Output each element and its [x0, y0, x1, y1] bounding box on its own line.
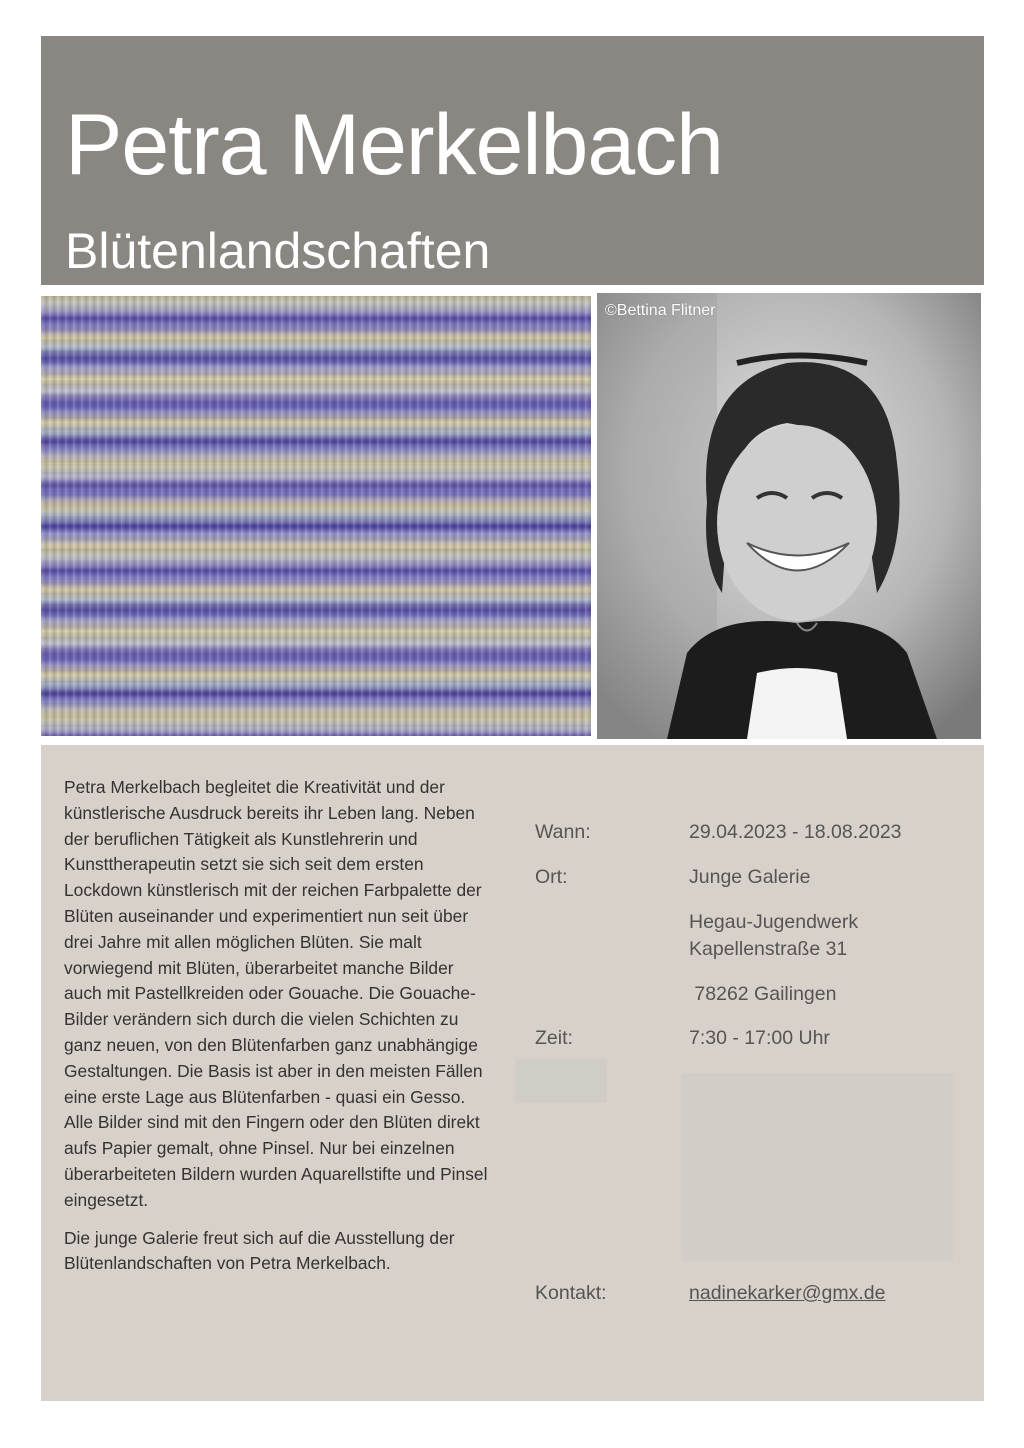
- artwork-image: [41, 296, 591, 736]
- photo-credit: ©Bettina Flitner: [605, 302, 716, 319]
- portrait-illustration: [597, 293, 981, 739]
- description-paragraph-1: Petra Merkelbach begleitet die Kreativität und der künstlerische Ausdruck bereits ihr Leben lang. Neben der beruflichen Tätigkeit als Kunstlehrerin und Kunsttherapeutin setzt sie sich seit dem ersten Lockdown künstlerisch mit der reichen Farbpalette der Blüten auseinander und experimentiert nun seit über drei Jahre mit allen möglichen Blüten. Sie malt vorwiegend mit Blüten, überarbeitet manche Bilder auch mit Pastellkreiden oder Gouache. Die Gouache-Bilder verändern sich durch die vielen Schichten zu ganz neuen, von den Blütenfarben ganz unabhängige Gestaltungen. Die Basis ist aber in den meisten Fällen eine erste Lage aus Blütenfarben - quasi ein Gesso. Alle Bilder sind mit den Fingern oder den Blüten direkt aufs Papier gemalt, ohne Pinsel. Nur bei einzelnen überarbeiteten Bildern wurden Aquarellstifte und Pinsel eingesetzt.: [64, 777, 488, 1210]
- artist-portrait: [597, 293, 981, 739]
- header-banner: [41, 36, 984, 285]
- page-title: Petra Merkelbach: [65, 97, 723, 193]
- contact-email-link[interactable]: nadinekarker@gmx.de: [689, 1282, 886, 1304]
- artwork-texture: [41, 296, 591, 736]
- empty-content-block: [681, 1073, 953, 1261]
- address-line-3: 78262 Gailingen: [689, 983, 837, 1005]
- artist-description: [64, 775, 494, 1289]
- empty-field-block: [515, 1059, 607, 1103]
- ort-value: Junge Galerie: [689, 866, 811, 888]
- ort-label: Ort:: [535, 866, 568, 888]
- address-line-1: Hegau-Jugendwerk: [689, 911, 859, 933]
- info-panel: [41, 745, 984, 1401]
- page-subtitle: Blütenlandschaften: [65, 223, 491, 279]
- zeit-value: 7:30 - 17:00 Uhr: [689, 1027, 830, 1049]
- description-paragraph-2: Die junge Galerie freut sich auf die Ausstellung der Blütenlandschaften von Petra Merkelbach.: [64, 1227, 455, 1274]
- wann-label: Wann:: [535, 821, 591, 843]
- kontakt-label: Kontakt:: [535, 1282, 607, 1304]
- address-line-2: Kapellenstraße 31: [689, 938, 848, 960]
- zeit-label: Zeit:: [535, 1027, 573, 1049]
- wann-value: 29.04.2023 - 18.08.2023: [689, 821, 902, 843]
